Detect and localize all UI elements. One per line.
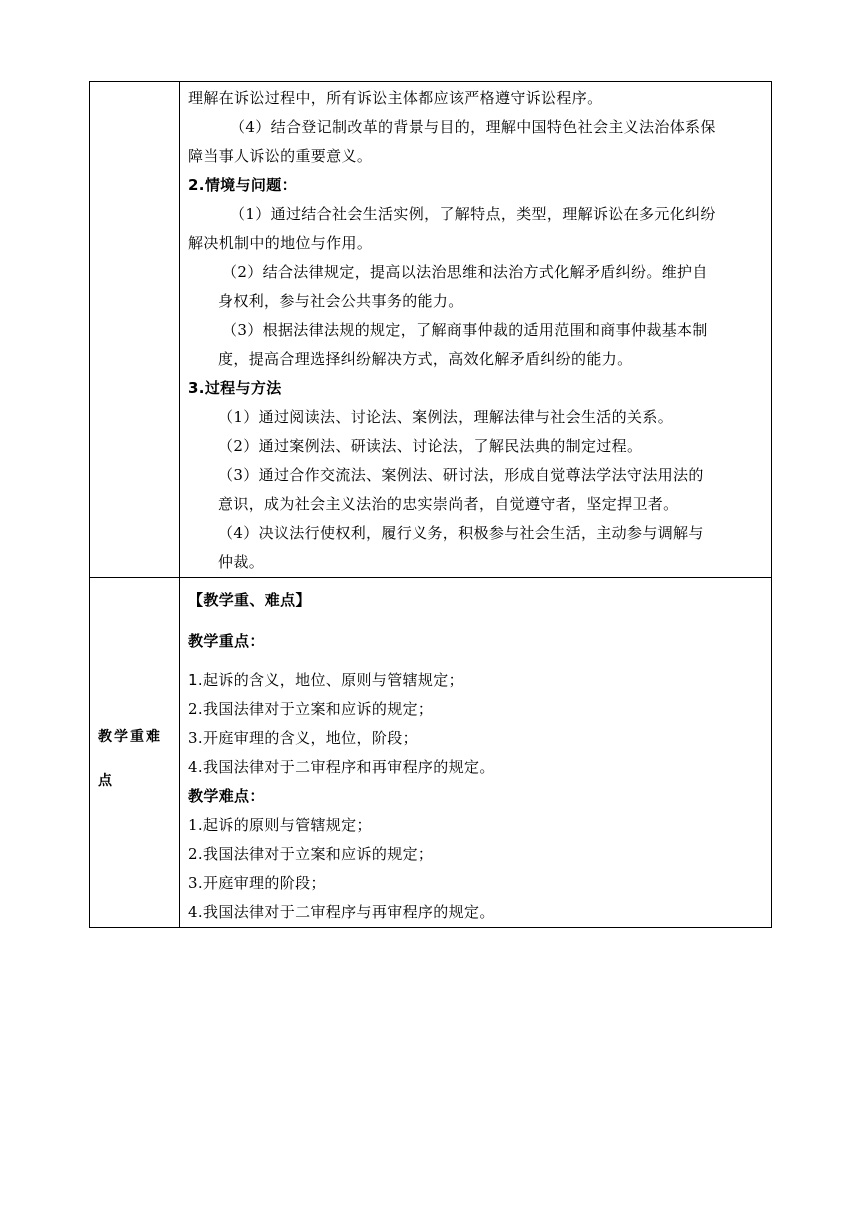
key-point-item: 4.我国法律对于二审程序和再审程序的规定。: [188, 758, 495, 776]
objective-line: （1）通过阅读法、讨论法、案例法，理解法律与社会生活的关系。: [218, 408, 674, 426]
difficult-point-item: 1.起诉的原则与管辖规定；: [188, 816, 372, 834]
section-heading-situations: 2.情境与问题：: [188, 176, 297, 194]
objective-line: 仲裁。: [218, 553, 265, 571]
difficult-point-item: 3.开庭审理的阶段；: [188, 874, 326, 892]
objective-line: （1）通过结合社会生活实例，了解特点，类型，理解诉讼在多元化纠纷: [230, 205, 716, 223]
key-point-item: 1.起诉的含义，地位、原则与管辖规定；: [188, 671, 464, 689]
objective-line: （3）通过合作交流法、案例法、研讨法，形成自觉尊法学法守法用法的: [218, 466, 704, 484]
difficult-point-item: 2.我国法律对于立案和应诉的规定；: [188, 845, 434, 863]
objective-line: 障当事人诉讼的重要意义。: [188, 147, 373, 165]
objectives-row: [90, 82, 772, 578]
objectives-label-cell: [90, 82, 180, 578]
objective-line: （2）通过案例法、研读法、讨论法，了解民法典的制定过程。: [218, 437, 643, 455]
key-point-item: 3.开庭审理的含义，地位，阶段；: [188, 729, 418, 747]
row-label-line: 教学重难: [98, 728, 162, 745]
difficult-point-item: 4.我国法律对于二审程序与再审程序的规定。: [188, 903, 495, 921]
objective-line: 理解在诉讼过程中，所有诉讼主体都应该严格遵守诉讼程序。: [188, 89, 603, 107]
objective-line: （4）决议法行使权利，履行义务，积极参与社会生活，主动参与调解与: [218, 524, 704, 542]
key-difficult-label-cell: [90, 578, 180, 928]
row-label: [98, 715, 179, 803]
objectives-content-cell: [180, 82, 772, 578]
key-points-title: 教学重点：: [188, 632, 265, 650]
objective-line: 意识，成为社会主义法治的忠实崇尚者，自觉遵守者，坚定捍卫者。: [218, 495, 679, 513]
objective-line: 解决机制中的地位与作用。: [188, 234, 373, 252]
objective-line: （2）结合法律规定，提高以法治思维和法治方式化解矛盾纠纷。维护自: [222, 263, 708, 281]
objective-line: （4）结合登记制改革的背景与目的，理解中国特色社会主义法治体系保: [230, 118, 716, 136]
key-difficult-content-cell: [180, 578, 772, 928]
difficult-points-title: 教学难点：: [188, 787, 265, 805]
key-difficult-heading: 【教学重、难点】: [188, 591, 311, 609]
key-difficult-row: [90, 578, 772, 928]
lesson-plan-table: [89, 81, 772, 928]
row-label-line: 点: [98, 772, 114, 789]
objective-line: （3）根据法律法规的规定，了解商事仲裁的适用范围和商事仲裁基本制: [222, 321, 708, 339]
objective-line: 度，提高合理选择纠纷解决方式，高效化解矛盾纠纷的能力。: [218, 350, 633, 368]
objective-line: 身权利，参与社会公共事务的能力。: [218, 292, 464, 310]
section-heading-process: 3.过程与方法: [188, 379, 282, 397]
key-point-item: 2.我国法律对于立案和应诉的规定；: [188, 700, 434, 718]
